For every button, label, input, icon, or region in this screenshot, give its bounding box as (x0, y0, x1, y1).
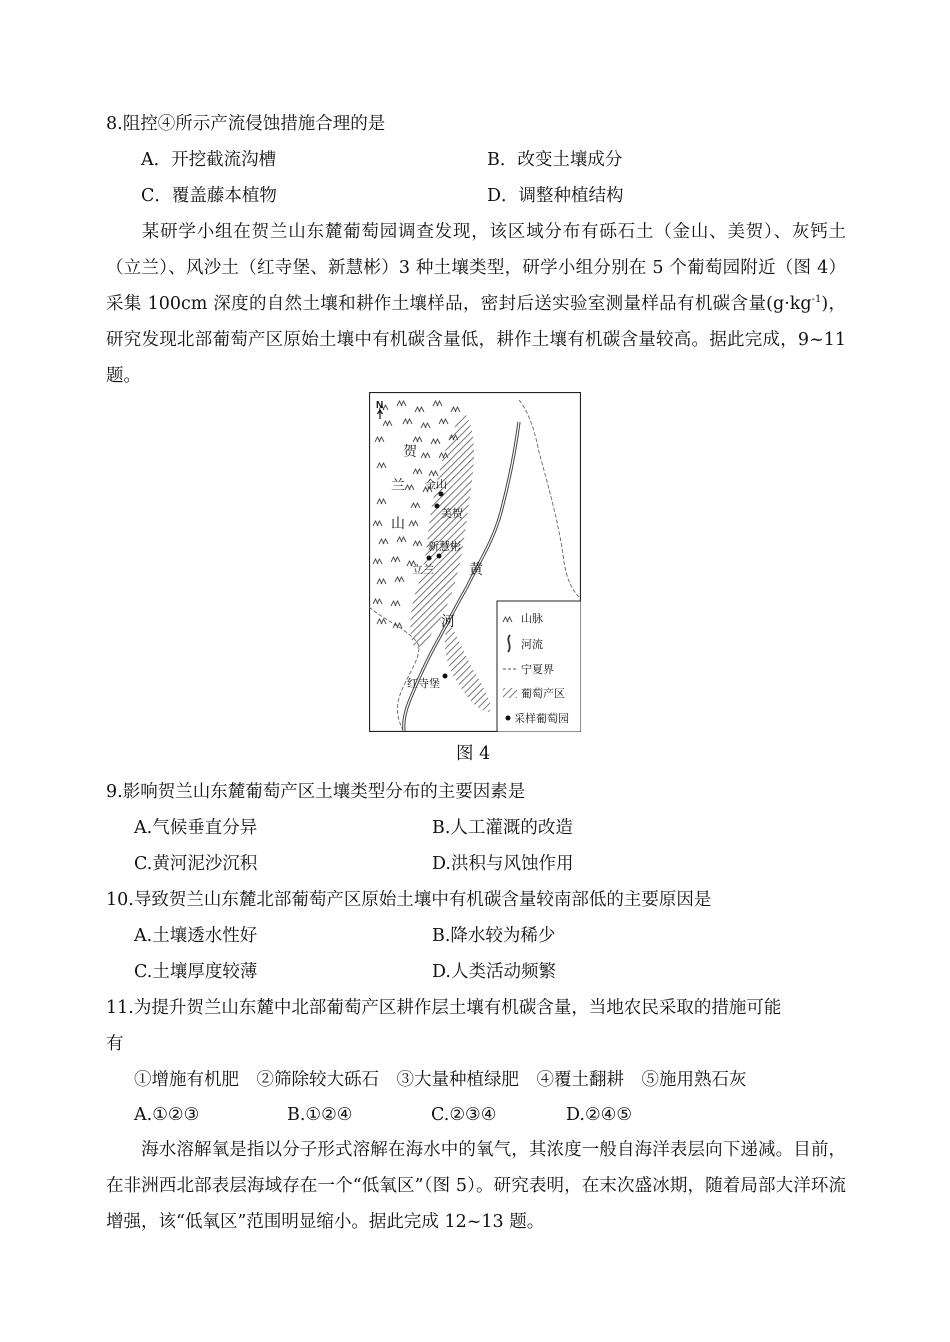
site-jinshan-label: 金山 (425, 478, 447, 491)
legend-site-label: 采样葡萄园 (514, 712, 569, 725)
site-hongsibao-label: 红寺堡 (407, 677, 440, 690)
q8-option-a: A．开挖截流沟槽 (141, 150, 277, 170)
site-xinhuibin-label: 新慧彬 (428, 540, 461, 553)
mountain-label-3: 山 (391, 516, 405, 532)
q10-option-c: C.土壤厚度较薄 (134, 962, 258, 982)
site-hongsibao-dot (443, 674, 448, 679)
q8-option-c: C．覆盖藤本植物 (141, 186, 277, 206)
north-label: N (376, 400, 384, 411)
legend-border-label: 宁夏界 (521, 663, 554, 676)
figure-4-caption: 图 4 (456, 744, 491, 764)
legend-vineyard-icon (503, 688, 517, 698)
passage-ocean-oxygen-text: 海水溶解氧是指以分子形式溶解在海水中的氧气，其浓度一般自海洋表层向下递减。目前，在非洲西北部表层海域存在一个“低氧区”（图 5）。研究表明，在末次盛冰期，随着局部大洋环流增强，该“低氧区”范围明显缩小。据此完成 12~13 题。 (106, 1140, 846, 1232)
site-meihe-label: 美贺 (441, 507, 463, 520)
legend-vineyard-label: 葡萄产区 (521, 687, 565, 700)
q10-option-a: A.土壤透水性好 (134, 926, 258, 946)
river-label-1: 黄 (469, 562, 483, 578)
mountain-label-1: 贺 (403, 444, 417, 460)
q11-option-a: A.①②③ (134, 1105, 200, 1125)
q9-option-c: C.黄河泥沙沉积 (134, 854, 258, 874)
site-xinhuibin-dot (437, 554, 442, 559)
legend-site-icon (506, 716, 511, 721)
q11-option-b: B.①②④ (287, 1105, 353, 1125)
figure-4-map (369, 392, 581, 732)
mountain-label-2: 兰 (391, 478, 405, 494)
site-meihe-dot (435, 504, 440, 509)
q11-option-d: D.②④⑤ (566, 1105, 633, 1125)
site-lilan-dot (427, 556, 432, 561)
q10-option-b: B.降水较为稀少 (432, 926, 556, 946)
q8-option-d: D．调整种植结构 (487, 186, 624, 206)
river-label-2: 河 (441, 614, 455, 630)
passage-ocean-oxygen (106, 1132, 846, 1240)
q9-option-d: D.洪积与风蚀作用 (432, 854, 574, 874)
question-8-stem: 8.阻控④所示产流侵蚀措施合理的是 (106, 114, 386, 134)
passage-vineyard (106, 214, 846, 394)
site-lilan-label: 立兰 (412, 563, 434, 576)
legend-river-label: 河流 (521, 638, 543, 651)
site-jinshan-dot (439, 492, 444, 497)
passage-vineyard-text-b: )，研究发现北部葡萄产区原始土壤中有机碳含量低，耕作土壤有机碳含量较高。据此完成，9~11 题。 (106, 294, 846, 386)
q9-option-b: B.人工灌溉的改造 (432, 818, 573, 838)
q10-option-d: D.人类活动频繁 (432, 962, 556, 982)
question-10-stem: 10.导致贺兰山东麓北部葡萄产区原始土壤中有机碳含量较南部低的主要原因是 (106, 890, 712, 910)
q9-option-a: A.气候垂直分异 (134, 818, 258, 838)
question-11-stem-line-2: 有 (106, 1034, 124, 1054)
question-11-stem-line-1: 11.为提升贺兰山东麓中北部葡萄产区耕作层土壤有机碳含量，当地农民采取的措施可能 (106, 998, 782, 1018)
map-legend (497, 601, 581, 732)
passage-vineyard-text-a: 某研学小组在贺兰山东麓葡萄园调查发现，该区域分布有砾石土（金山、美贺）、灰钙土（立兰）、风沙土（红寺堡、新慧彬）3 种土壤类型，研学小组分别在 5 个葡萄园附近（图 4）采集 100cm 深度的自然土壤和耕作土壤样品，密封后送实验室测量样品有机碳含量(g·kg (106, 222, 846, 314)
question-9-stem: 9.影响贺兰山东麓葡萄产区土壤类型分布的主要因素是 (106, 782, 526, 802)
unit-superscript: -1 (811, 294, 822, 306)
q8-option-b: B．改变土壤成分 (487, 150, 623, 170)
legend-mountain-label: 山脉 (521, 612, 543, 625)
question-11-measures: ①增施有机肥 ②筛除较大砾石 ③大量种植绿肥 ④覆土翻耕 ⑤施用熟石灰 (134, 1070, 747, 1090)
q11-option-c: C.②③④ (431, 1105, 497, 1125)
